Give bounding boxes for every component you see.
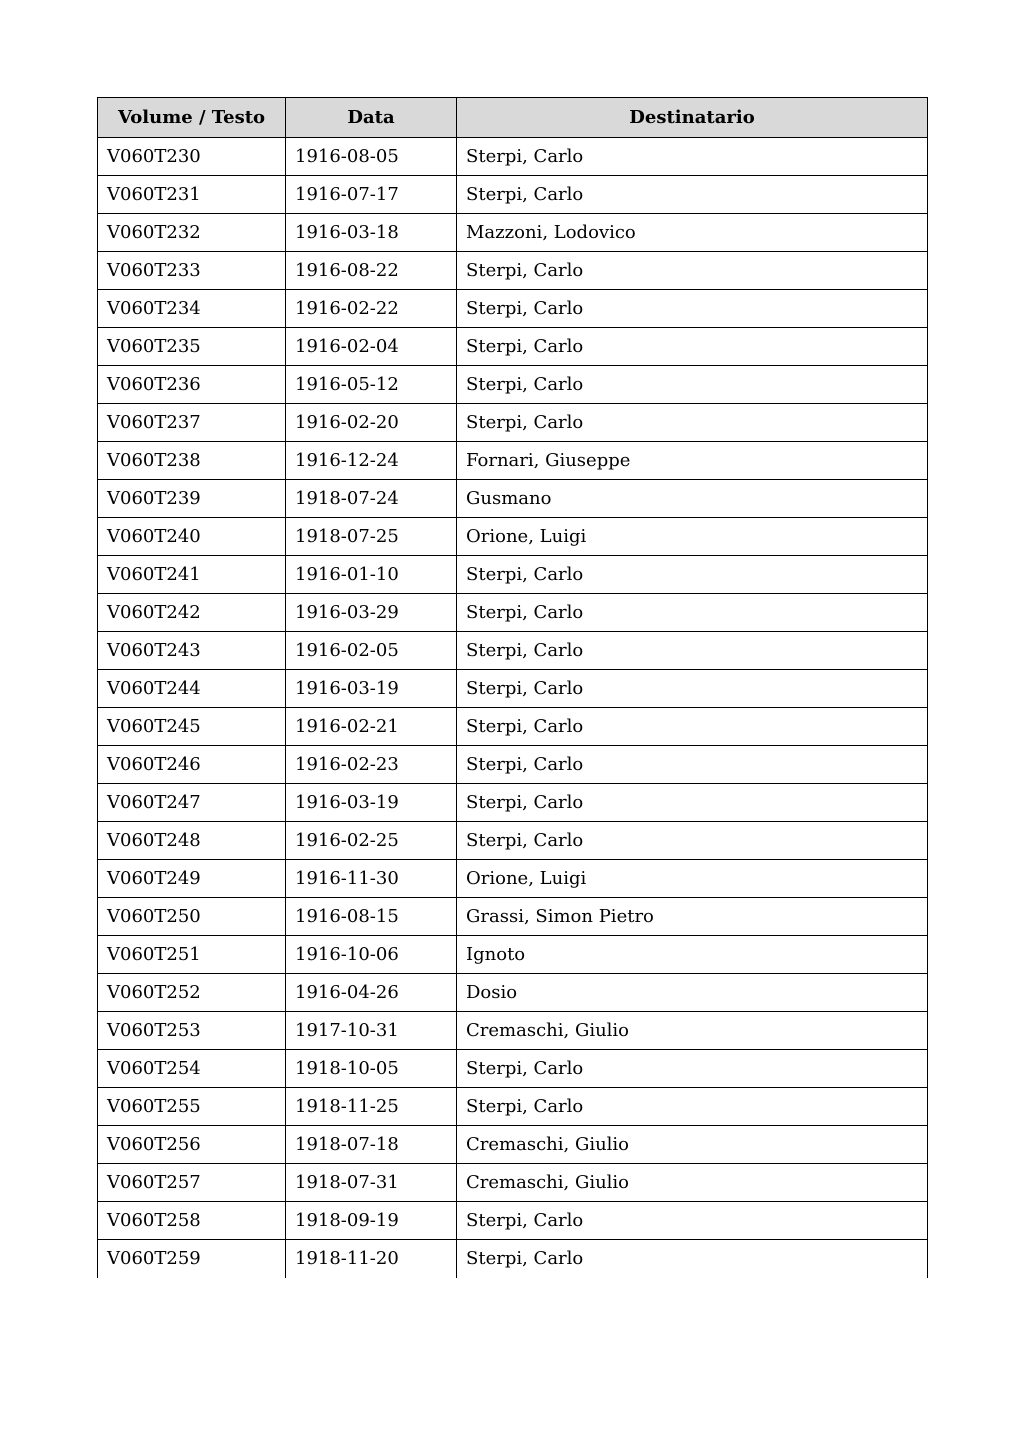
- cell-data: 1916-02-23: [286, 746, 457, 784]
- header-row: [98, 98, 928, 138]
- cell-destinatario: Cremaschi, Giulio: [457, 1012, 928, 1050]
- cell-volume-testo: V060T232: [98, 214, 286, 252]
- column-header-volume-testo: Volume / Testo: [98, 98, 286, 138]
- cell-destinatario: Sterpi, Carlo: [457, 176, 928, 214]
- table-row: [98, 138, 928, 176]
- cell-volume-testo: V060T252: [98, 974, 286, 1012]
- table-row: [98, 1240, 928, 1278]
- cell-volume-testo: V060T259: [98, 1240, 286, 1278]
- cell-volume-testo: V060T244: [98, 670, 286, 708]
- cell-volume-testo: V060T247: [98, 784, 286, 822]
- cell-destinatario: Sterpi, Carlo: [457, 1240, 928, 1278]
- cell-volume-testo: V060T254: [98, 1050, 286, 1088]
- cell-data: 1916-04-26: [286, 974, 457, 1012]
- cell-destinatario: Sterpi, Carlo: [457, 404, 928, 442]
- cell-volume-testo: V060T241: [98, 556, 286, 594]
- cell-data: 1916-11-30: [286, 860, 457, 898]
- cell-destinatario: Gusmano: [457, 480, 928, 518]
- table-row: [98, 442, 928, 480]
- table-row: [98, 860, 928, 898]
- table-row: [98, 214, 928, 252]
- cell-destinatario: Sterpi, Carlo: [457, 138, 928, 176]
- cell-data: 1916-03-29: [286, 594, 457, 632]
- cell-data: 1916-03-19: [286, 784, 457, 822]
- table-row: [98, 1164, 928, 1202]
- cell-destinatario: Sterpi, Carlo: [457, 594, 928, 632]
- table-row: [98, 784, 928, 822]
- cell-data: 1916-12-24: [286, 442, 457, 480]
- cell-volume-testo: V060T239: [98, 480, 286, 518]
- table-body: [98, 138, 928, 1278]
- cell-destinatario: Fornari, Giuseppe: [457, 442, 928, 480]
- cell-destinatario: Sterpi, Carlo: [457, 252, 928, 290]
- cell-volume-testo: V060T235: [98, 328, 286, 366]
- cell-volume-testo: V060T258: [98, 1202, 286, 1240]
- cell-destinatario: Sterpi, Carlo: [457, 1202, 928, 1240]
- cell-volume-testo: V060T246: [98, 746, 286, 784]
- table-row: [98, 936, 928, 974]
- table-row: [98, 1126, 928, 1164]
- cell-data: 1918-07-24: [286, 480, 457, 518]
- cell-destinatario: Sterpi, Carlo: [457, 708, 928, 746]
- cell-volume-testo: V060T249: [98, 860, 286, 898]
- cell-data: 1916-01-10: [286, 556, 457, 594]
- cell-destinatario: Sterpi, Carlo: [457, 670, 928, 708]
- cell-data: 1918-07-25: [286, 518, 457, 556]
- cell-data: 1918-07-18: [286, 1126, 457, 1164]
- cell-destinatario: Sterpi, Carlo: [457, 366, 928, 404]
- table-row: [98, 176, 928, 214]
- cell-data: 1916-03-19: [286, 670, 457, 708]
- table-row: [98, 480, 928, 518]
- cell-destinatario: Orione, Luigi: [457, 518, 928, 556]
- cell-data: 1916-10-06: [286, 936, 457, 974]
- cell-volume-testo: V060T237: [98, 404, 286, 442]
- cell-destinatario: Sterpi, Carlo: [457, 328, 928, 366]
- cell-destinatario: Grassi, Simon Pietro: [457, 898, 928, 936]
- cell-volume-testo: V060T250: [98, 898, 286, 936]
- table-row: [98, 1050, 928, 1088]
- table-row: [98, 822, 928, 860]
- table-row: [98, 1088, 928, 1126]
- cell-volume-testo: V060T231: [98, 176, 286, 214]
- cell-data: 1916-05-12: [286, 366, 457, 404]
- cell-volume-testo: V060T248: [98, 822, 286, 860]
- table-header: [98, 98, 928, 138]
- cell-volume-testo: V060T242: [98, 594, 286, 632]
- table-row: [98, 670, 928, 708]
- cell-volume-testo: V060T234: [98, 290, 286, 328]
- column-header-destinatario: Destinatario: [457, 98, 928, 138]
- table-row: [98, 1012, 928, 1050]
- cell-volume-testo: V060T233: [98, 252, 286, 290]
- table-row: [98, 366, 928, 404]
- cell-destinatario: Sterpi, Carlo: [457, 632, 928, 670]
- table-row: [98, 556, 928, 594]
- cell-data: 1918-11-20: [286, 1240, 457, 1278]
- cell-destinatario: Dosio: [457, 974, 928, 1012]
- cell-data: 1918-09-19: [286, 1202, 457, 1240]
- cell-data: 1916-03-18: [286, 214, 457, 252]
- table-row: [98, 1202, 928, 1240]
- cell-volume-testo: V060T243: [98, 632, 286, 670]
- cell-destinatario: Cremaschi, Giulio: [457, 1126, 928, 1164]
- table-row: [98, 290, 928, 328]
- cell-data: 1916-02-21: [286, 708, 457, 746]
- table-row: [98, 328, 928, 366]
- table-row: [98, 632, 928, 670]
- letters-table: [97, 97, 928, 1278]
- cell-data: 1916-08-05: [286, 138, 457, 176]
- cell-destinatario: Sterpi, Carlo: [457, 784, 928, 822]
- cell-volume-testo: V060T236: [98, 366, 286, 404]
- cell-data: 1916-08-15: [286, 898, 457, 936]
- cell-data: 1917-10-31: [286, 1012, 457, 1050]
- cell-volume-testo: V060T253: [98, 1012, 286, 1050]
- cell-destinatario: Cremaschi, Giulio: [457, 1164, 928, 1202]
- cell-data: 1916-07-17: [286, 176, 457, 214]
- cell-volume-testo: V060T230: [98, 138, 286, 176]
- cell-volume-testo: V060T240: [98, 518, 286, 556]
- cell-data: 1916-02-20: [286, 404, 457, 442]
- cell-destinatario: Sterpi, Carlo: [457, 822, 928, 860]
- column-header-data: Data: [286, 98, 457, 138]
- cell-destinatario: Mazzoni, Lodovico: [457, 214, 928, 252]
- cell-data: 1916-02-25: [286, 822, 457, 860]
- table-row: [98, 404, 928, 442]
- table-row: [98, 974, 928, 1012]
- cell-volume-testo: V060T255: [98, 1088, 286, 1126]
- cell-volume-testo: V060T256: [98, 1126, 286, 1164]
- cell-volume-testo: V060T245: [98, 708, 286, 746]
- cell-destinatario: Sterpi, Carlo: [457, 1050, 928, 1088]
- cell-data: 1916-02-22: [286, 290, 457, 328]
- table-row: [98, 594, 928, 632]
- cell-destinatario: Sterpi, Carlo: [457, 556, 928, 594]
- cell-data: 1918-07-31: [286, 1164, 457, 1202]
- cell-volume-testo: V060T257: [98, 1164, 286, 1202]
- table-row: [98, 898, 928, 936]
- table-row: [98, 252, 928, 290]
- cell-destinatario: Sterpi, Carlo: [457, 1088, 928, 1126]
- cell-destinatario: Ignoto: [457, 936, 928, 974]
- table-row: [98, 708, 928, 746]
- cell-destinatario: Sterpi, Carlo: [457, 290, 928, 328]
- cell-volume-testo: V060T238: [98, 442, 286, 480]
- cell-data: 1918-11-25: [286, 1088, 457, 1126]
- cell-destinatario: Orione, Luigi: [457, 860, 928, 898]
- table-row: [98, 746, 928, 784]
- cell-data: 1916-02-04: [286, 328, 457, 366]
- cell-data: 1916-02-05: [286, 632, 457, 670]
- cell-data: 1916-08-22: [286, 252, 457, 290]
- table-row: [98, 518, 928, 556]
- cell-destinatario: Sterpi, Carlo: [457, 746, 928, 784]
- cell-data: 1918-10-05: [286, 1050, 457, 1088]
- cell-volume-testo: V060T251: [98, 936, 286, 974]
